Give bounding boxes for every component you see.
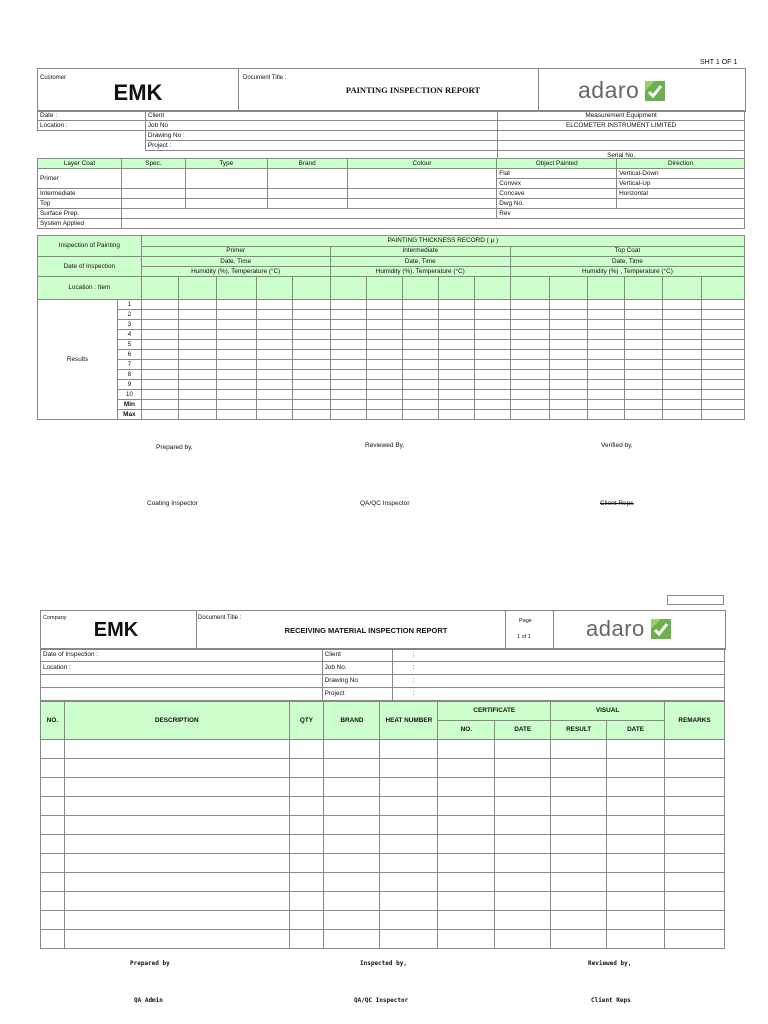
hdr-brand: Brand bbox=[267, 159, 347, 169]
table-row bbox=[41, 873, 725, 892]
obj-convex: Convex bbox=[497, 179, 617, 189]
hdr-qty: QTY bbox=[289, 702, 324, 740]
hdr-visual: VISUAL bbox=[551, 702, 665, 721]
hdr-visual-result: RESULT bbox=[551, 721, 607, 740]
inspected-by-label: Inspected by, bbox=[360, 960, 407, 967]
hdr-heat-number: HEAT NUMBER bbox=[380, 702, 438, 740]
row-system-applied: System Applied bbox=[38, 219, 122, 229]
top-humidity: Humidity (%) , Temperature (°C) bbox=[510, 267, 744, 277]
coat-intermediate: Intermediate bbox=[330, 246, 510, 257]
qa-admin-label: QA Admin bbox=[134, 997, 163, 1004]
result-row: 9 bbox=[118, 380, 142, 390]
small-box bbox=[667, 595, 724, 605]
adaro-mark-icon bbox=[642, 78, 668, 104]
material-table bbox=[40, 701, 725, 949]
hdr-direction: Direction bbox=[617, 159, 745, 169]
adaro-mark-icon bbox=[648, 616, 674, 642]
date-of-inspection-field: Date of Inspection : bbox=[41, 649, 323, 662]
date-field: Date : bbox=[38, 111, 146, 121]
report2-title: RECEIVING MATERIAL INSPECTION REPORT bbox=[284, 626, 448, 635]
hdr-type: Type bbox=[185, 159, 267, 169]
row-surface-prep: Surface Prep. bbox=[38, 209, 122, 219]
date-of-inspection-label: Date of Inspection bbox=[38, 257, 142, 277]
row-intermediate: Intermediate bbox=[38, 189, 122, 199]
coating-inspector-label: Coating Inspector bbox=[147, 500, 198, 507]
qaqc-inspector-label: QA/QC Inspector bbox=[360, 500, 410, 507]
result-row: 10 bbox=[118, 390, 142, 400]
hdr-brand-2: BRAND bbox=[324, 702, 380, 740]
hdr-spec: Spec. bbox=[121, 159, 185, 169]
result-row: 6 bbox=[118, 350, 142, 360]
table-row bbox=[41, 854, 725, 873]
page-value: 1 of 1 bbox=[517, 634, 531, 640]
coat-top: Top Coat bbox=[510, 246, 744, 257]
primer-humidity: Humidity (%), Temperature (°C) bbox=[141, 267, 330, 277]
obj-rev: Rev bbox=[497, 209, 745, 219]
verified-by-label: Verified by, bbox=[601, 442, 633, 449]
table-row bbox=[41, 892, 725, 911]
hdr-visual-date: DATE bbox=[607, 721, 665, 740]
project-field: Project : bbox=[145, 141, 497, 151]
hdr-colour: Colour bbox=[347, 159, 497, 169]
report2-info-table bbox=[40, 648, 725, 701]
hdr-remarks: REMARKS bbox=[664, 702, 724, 740]
result-row-min: Min bbox=[118, 400, 142, 410]
serial-label: Serial No. bbox=[498, 151, 745, 161]
dir-vertical-down: Vertical-Down bbox=[617, 169, 745, 179]
drawing-value: : bbox=[392, 675, 724, 688]
client-reps-label: Client Reps bbox=[600, 500, 634, 507]
qaqc-inspector-label-2: QA/QC Inspector bbox=[354, 997, 409, 1004]
jobno-field: Job No bbox=[145, 121, 497, 131]
client-reps-label-2: Client Reps bbox=[591, 997, 631, 1004]
doc-title-label: Document Title : bbox=[243, 75, 287, 81]
drawing-field: Drawing No : bbox=[145, 131, 497, 141]
intermediate-humidity: Humidity (%), Temperature (°C) bbox=[330, 267, 510, 277]
reviewed-by-label: Reviewed By, bbox=[365, 442, 405, 449]
result-row: 3 bbox=[118, 320, 142, 330]
location-item-label: Location : Item bbox=[38, 277, 142, 300]
jobno-field-2: Job No. bbox=[322, 662, 392, 675]
table-row bbox=[41, 759, 725, 778]
report2-header bbox=[40, 610, 726, 650]
report1-header bbox=[37, 68, 746, 112]
hdr-description: DESCRIPTION bbox=[64, 702, 289, 740]
project-field-2: Project bbox=[322, 688, 392, 701]
logo-text-2: adaro bbox=[586, 616, 645, 641]
obj-dwg-no: Dwg No. bbox=[497, 199, 617, 209]
doc-title-label-2: Document Title : bbox=[198, 615, 242, 621]
hdr-no: NO. bbox=[41, 702, 65, 740]
report1-info-table bbox=[37, 110, 745, 161]
table-row bbox=[41, 778, 725, 797]
inspection-label: Inspection of Painting bbox=[38, 236, 142, 257]
client-field: Client bbox=[145, 111, 497, 121]
row-primer: Primer bbox=[38, 169, 122, 189]
prepared-by-label: Prepared by, bbox=[156, 444, 193, 451]
hdr-cert-no: NO. bbox=[438, 721, 495, 740]
location-field: Location : bbox=[38, 121, 146, 131]
sheet-label: SHT 1 OF 1 bbox=[700, 59, 738, 66]
page-label: Page bbox=[519, 618, 532, 624]
customer-name: EMK bbox=[113, 80, 163, 105]
logo-text: adaro bbox=[578, 77, 640, 103]
primer-date-time: Date, Time bbox=[141, 257, 330, 267]
hdr-cert-date: DATE bbox=[495, 721, 551, 740]
row-top: Top bbox=[38, 199, 122, 209]
adaro-logo bbox=[578, 77, 668, 104]
reviewed-by-label-2: Reviewed by, bbox=[588, 960, 632, 967]
result-row: 7 bbox=[118, 360, 142, 370]
result-row: 1 bbox=[118, 300, 142, 310]
layer-coat-table bbox=[37, 158, 745, 229]
adaro-logo-2 bbox=[586, 616, 674, 642]
table-row bbox=[41, 740, 725, 759]
result-row: 8 bbox=[118, 370, 142, 380]
intermediate-date-time: Date, Time bbox=[330, 257, 510, 267]
obj-concave: Concave bbox=[497, 189, 617, 199]
customer-label: Customer bbox=[40, 75, 67, 81]
dir-vertical-up: Vertical-Up bbox=[617, 179, 745, 189]
measurement-label: Measurement Equipment bbox=[498, 111, 745, 121]
hdr-layer-coat: Layer Coat bbox=[38, 159, 122, 169]
location-field-2: Location : bbox=[41, 662, 323, 675]
results-label: Results bbox=[38, 300, 118, 420]
top-date-time: Date, Time bbox=[510, 257, 744, 267]
client-value: ; bbox=[392, 649, 724, 662]
company-label: Company bbox=[43, 615, 67, 621]
table-row bbox=[41, 835, 725, 854]
table-row bbox=[41, 816, 725, 835]
thickness-table bbox=[37, 235, 745, 420]
report-title: PAINTING INSPECTION REPORT bbox=[345, 85, 481, 95]
table-row bbox=[41, 911, 725, 930]
project-value: : bbox=[392, 688, 724, 701]
measurement-value: ELCOMETER INSTRUMENT LIMITED bbox=[498, 121, 745, 131]
jobno-value: : bbox=[392, 662, 724, 675]
hdr-certificate: CERTIFICATE bbox=[438, 702, 551, 721]
result-row: 5 bbox=[118, 340, 142, 350]
prepared-by-label-2: Prepared by bbox=[130, 960, 170, 967]
dir-horizontal: Horizontal bbox=[617, 189, 745, 199]
hdr-object-painted: Object Painted bbox=[497, 159, 617, 169]
company-name: EMK bbox=[93, 619, 139, 641]
obj-flat: Flat bbox=[497, 169, 617, 179]
thickness-label: PAINTING THICKNESS RECORD ( μ ) bbox=[141, 236, 744, 247]
coat-primer: Primer bbox=[141, 246, 330, 257]
result-row: 2 bbox=[118, 310, 142, 320]
client-field-2: Client bbox=[322, 649, 392, 662]
table-row bbox=[41, 797, 725, 816]
table-row bbox=[41, 930, 725, 949]
result-row-max: Max bbox=[118, 410, 142, 420]
result-row: 4 bbox=[118, 330, 142, 340]
drawing-field-2: Drawing No bbox=[322, 675, 392, 688]
